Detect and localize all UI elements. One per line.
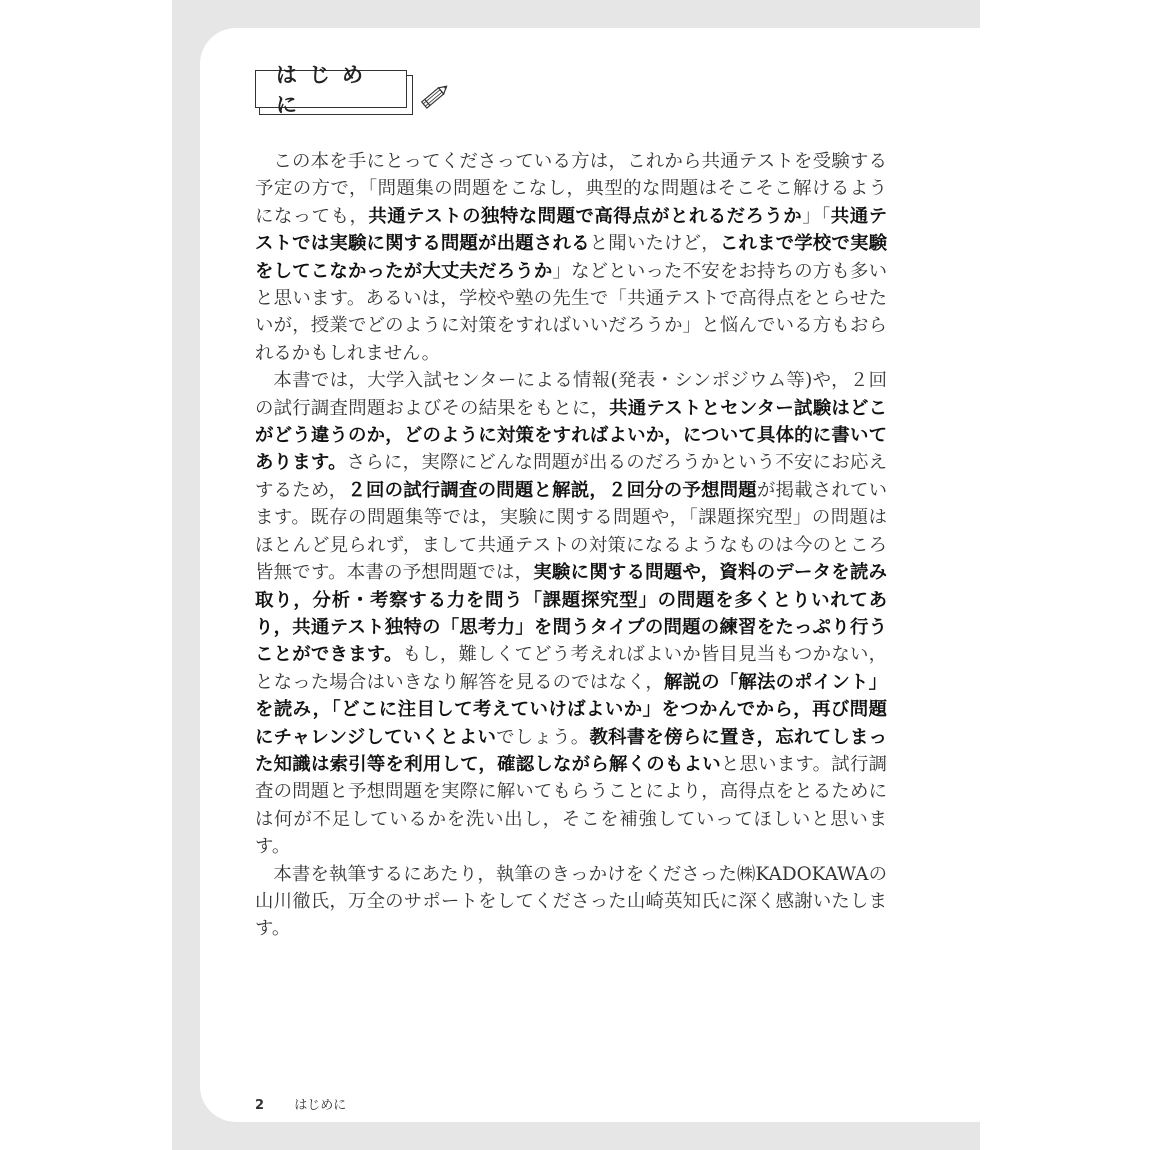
page-number: 2 [255,1098,265,1113]
heading-frame [255,63,407,117]
heading-title: はじめに [276,63,375,117]
section-heading [255,63,455,126]
paragraph: 本書では，大学入試センターによる情報(発表・シンポジウム等)や，２回の試行調査問題およびその結果をもとに，共通テストとセンター試験はどこがどう違うのか，どのように対策をすればよいか，について具体的に書いてあります。さらに，実際にどんな問題が出るのだろうかという不安にお応えするため，２回の試行調査の問題と解説，２回分の予想問題が掲載されています。既存の問題集等では，実験に関する問題や，「課題探究型」の問題はほとんど見られず，まして共通テストの対策になるようなものは今のところ皆無です。本書の予想問題では，実験に関する問題や，資料のデータを読み取り，分析・考察する力を問う「課題探究型」の問題を多くとりいれてあり，共通テスト独特の「思考力」を問うタイプの問題の練習をたっぷり行うことができます。もし，難しくてどう考えればよいか皆目見当もつかない，となった場合はいきなり解答を見るのではなく，解説の「解法のポイント」を読み，「どこに注目して考えていけばよいか」をつかんでから，再び問題にチャレンジしていくとよいでしょう。教科書を傍らに置き，忘れてしまった知識は索引等を利用して，確認しながら解くのもよいと思います。試行調査の問題と予想問題を実際に解いてもらうことにより，高得点をとるためには何が不足しているかを洗い出し，そこを補強していってほしいと思います。 [255,370,888,858]
page-footer [255,1094,346,1113]
body-text [255,148,887,943]
pencil-icon [417,78,453,114]
book-page [200,28,980,1122]
paragraph: この本を手にとってくださっている方は，これから共通テストを受験する予定の方で，「問題集の問題をこなし，典型的な問題はそこそこ解けるようになっても，共通テストの独特な問題で高得点がとれるだろうか」「共通テストでは実験に関する問題が出題されると聞いたけど，これまで学校で実験をしてこなかったが大丈夫だろうか」などといった不安をお持ちの方も多いと思います。あるいは，学校や塾の先生で「共通テストで高得点をとらせたいが，授業でどのように対策をすればいいだろうか」と悩んでいる方もおられるかもしれません。 [255,151,887,364]
paragraph: 本書を執筆するにあたり，執筆のきっかけをくださった㈱KADOKAWAの山川徹氏，万全のサポートをしてくださった山崎英知氏に深く感謝いたします。 [255,863,887,940]
footer-section-title: はじめに [294,1098,347,1113]
